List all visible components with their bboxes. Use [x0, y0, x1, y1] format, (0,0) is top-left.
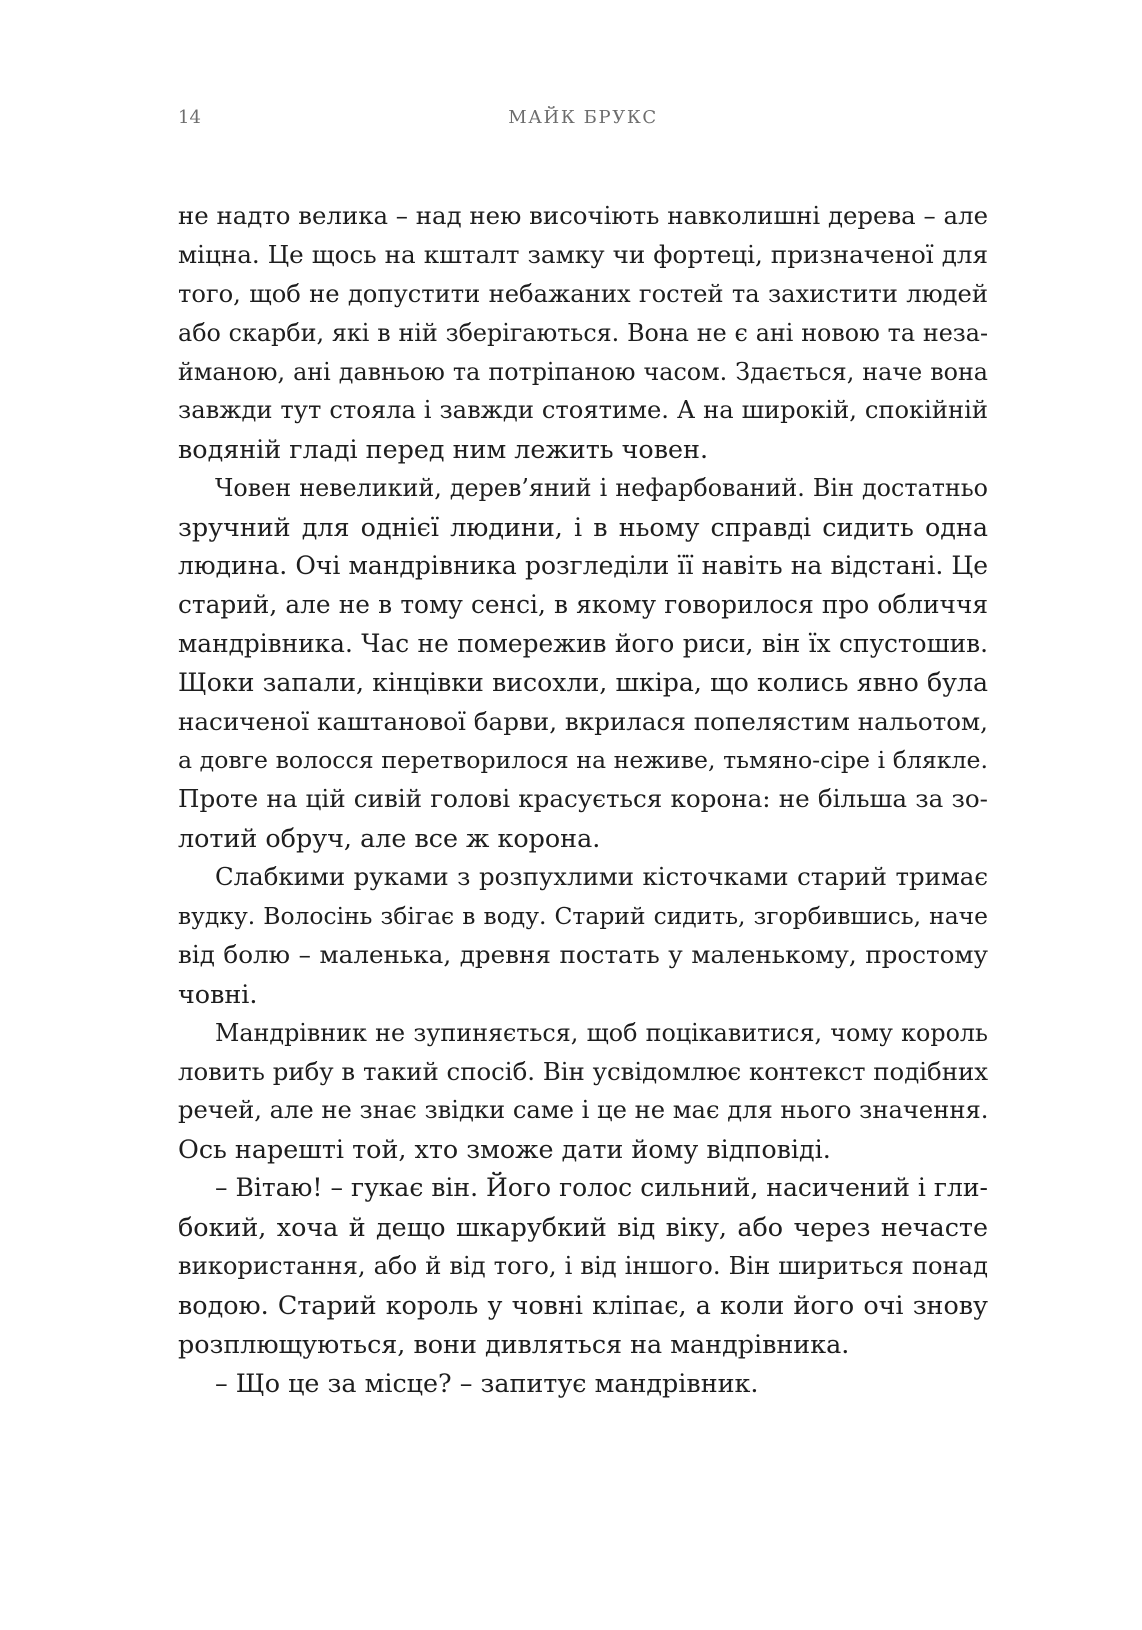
text-line: міцна. Це щось на кшталт замку чи фортеці, призначеної для [178, 239, 988, 269]
paragraph [178, 469, 988, 858]
text-line: старий, але не в тому сенсі, в якому говорилося про обличчя [178, 589, 988, 619]
paragraph [178, 1014, 988, 1170]
running-head [178, 103, 988, 133]
text-line: Ось нарешті той, хто зможе дати йому відповіді. [178, 1134, 831, 1165]
text-line: Проте на цій сивій голові красується корона: не більша за зо- [178, 784, 988, 814]
text-line: лотий обруч, але все ж корона. [178, 823, 601, 854]
text-line: насиченої каштанової барви, вкрилася попелястим нальотом, [178, 706, 988, 736]
text-line: водяній гладі перед ним лежить човен. [178, 434, 709, 465]
text-line: розплющуються, вони дивляться на мандрівника. [178, 1328, 850, 1359]
text-line: – Вітаю! – гукає він. Його голос сильний, насичений і гли- [215, 1173, 988, 1203]
text-line: або скарби, які в ній зберігаються. Вона не є ані новою та неза- [178, 318, 988, 347]
page-number: 14 [178, 107, 201, 128]
text-line: бокий, хоча й дещо шкарубкий від віку, або через нечасте [178, 1212, 988, 1243]
paragraph [178, 197, 988, 469]
body-text [178, 197, 988, 1403]
text-line: мандрівника. Час не помережив його риси, він їх спустошив. [178, 628, 988, 658]
text-line: Мандрівник не зупиняється, щоб поцікавитися, чому король [215, 1018, 988, 1047]
text-line: не надто велика – над нею височіють навколишні дерева – але [178, 201, 988, 230]
text-line: вудку. Волосінь збігає в воду. Старий сидить, згорбившись, наче [178, 902, 988, 931]
paragraph [178, 858, 988, 1014]
text-line: Слабкими руками з розпухлими кісточками старий тримає [215, 862, 988, 892]
text-line: завжди тут стояла і завжди стоятиме. А на широкій, спокійній [178, 396, 988, 425]
text-line: використання, або й від того, і від іншого. Він шириться понад [178, 1252, 988, 1281]
text-line: речей, але не знає звідки саме і це не має для нього значення. [178, 1096, 989, 1125]
text-line: зручний для однієї людини, і в ньому справді сидить одна [178, 512, 988, 543]
text-line: – Що це за місце? – запитує мандрівник. [215, 1367, 759, 1398]
text-line: йманою, ані давньою та потріпаною часом. Здається, наче вона [178, 357, 988, 386]
text-line: того, щоб не допустити небажаних гостей та захистити людей [178, 279, 988, 308]
text-line: людина. Очі мандрівника розгледіли її навіть на відстані. Це [178, 551, 988, 581]
book-author-header: МАЙК БРУКС [508, 107, 658, 128]
text-line: а довге волосся перетворилося на неживе, тьмяно-сіре і блякле. [178, 746, 988, 775]
text-line: водою. Старий король у човні кліпає, а коли його очі знову [178, 1289, 988, 1320]
paragraph [178, 1169, 988, 1363]
text-line: човні. [178, 978, 258, 1009]
text-line: Щоки запали, кінцівки висохли, шкіра, що колись явно була [178, 667, 988, 697]
text-line: Човен невеликий, дерев’яний і нефарбований. Він достатньо [215, 474, 988, 503]
text-line: ловить рибу в такий спосіб. Він усвідомлює контекст подібних [178, 1056, 988, 1086]
paragraph [178, 1364, 988, 1403]
text-line: від болю – маленька, древня постать у маленькому, простому [178, 939, 988, 969]
